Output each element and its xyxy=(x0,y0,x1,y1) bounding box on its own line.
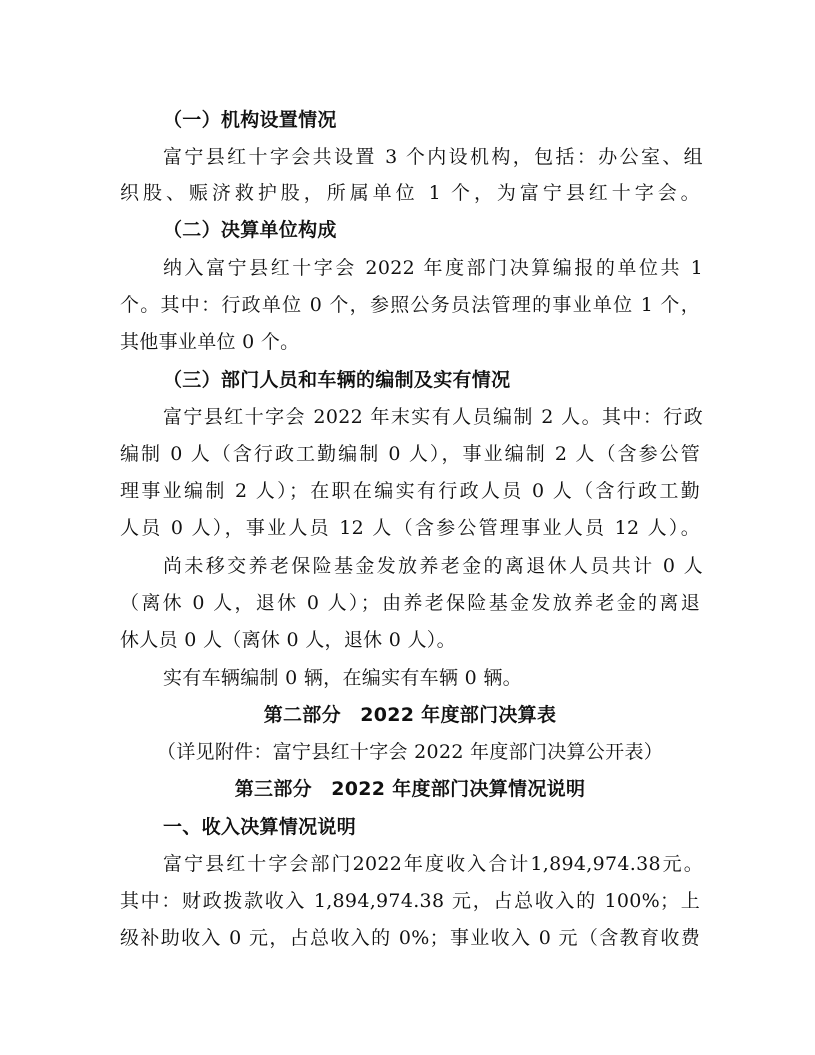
vehicle-para: 实有车辆编制 0 辆，在编实有车辆 0 辆。 xyxy=(163,667,522,689)
retire-para-line-1: 尚未移交养老保险基金发放养老金的离退休人员共计 0 人 xyxy=(163,555,703,577)
staff-para-line-4: 人员 0 人），事业人员 12 人（含参公管理事业人员 12 人）。 xyxy=(120,517,700,539)
income-title: 一、收入决算情况说明 xyxy=(163,816,357,838)
income-para-line-3: 级补助收入 0 元，占总收入的 0%；事业收入 0 元（含教育收费 xyxy=(120,927,700,949)
part3-title: 第三部分 2022 年度部门决算情况说明 xyxy=(234,778,586,800)
staff-para-line-3: 理事业编制 2 人）；在职在编实有行政人员 0 人（含行政工勤 xyxy=(120,480,700,502)
part2-title: 第二部分 2022 年度部门决算表 xyxy=(263,704,557,726)
section-unit-title: （二）决算单位构成 xyxy=(163,219,337,241)
income-para-line-2: 其中：财政拨款收入 1,894,974.38 元，占总收入的 100%；上 xyxy=(120,890,700,912)
income-para-line-1: 富宁县红十字会部门2022年度收入合计1,894,974.38元。 xyxy=(163,853,703,875)
org-para-line-2: 织股、赈济救护股，所属单位 1 个，为富宁县红十字会。 xyxy=(120,182,700,204)
unit-para-line-2: 个。其中：行政单位 0 个，参照公务员法管理的事业单位 1 个， xyxy=(120,294,700,316)
staff-para-line-1: 富宁县红十字会 2022 年末实有人员编制 2 人。其中：行政 xyxy=(163,406,703,428)
section-org-title: （一）机构设置情况 xyxy=(163,109,337,131)
part2-note: （详见附件：富宁县红十字会 2022 年度部门决算公开表） xyxy=(156,741,664,763)
retire-para-line-2: （离休 0 人，退休 0 人）；由养老保险基金发放养老金的离退 xyxy=(120,592,700,614)
section-staff-title: （三）部门人员和车辆的编制及实有情况 xyxy=(163,369,511,391)
staff-para-line-2: 编制 0 人（含行政工勤编制 0 人），事业编制 2 人（含参公管 xyxy=(120,443,700,465)
unit-para-line-1: 纳入富宁县红十字会 2022 年度部门决算编报的单位共 1 xyxy=(163,257,703,279)
retire-para-line-3: 休人员 0 人（离休 0 人，退休 0 人）。 xyxy=(120,629,456,651)
org-para-line-1: 富宁县红十字会共设置 3 个内设机构，包括：办公室、组 xyxy=(163,146,703,168)
unit-para-line-3: 其他事业单位 0 个。 xyxy=(120,331,300,353)
